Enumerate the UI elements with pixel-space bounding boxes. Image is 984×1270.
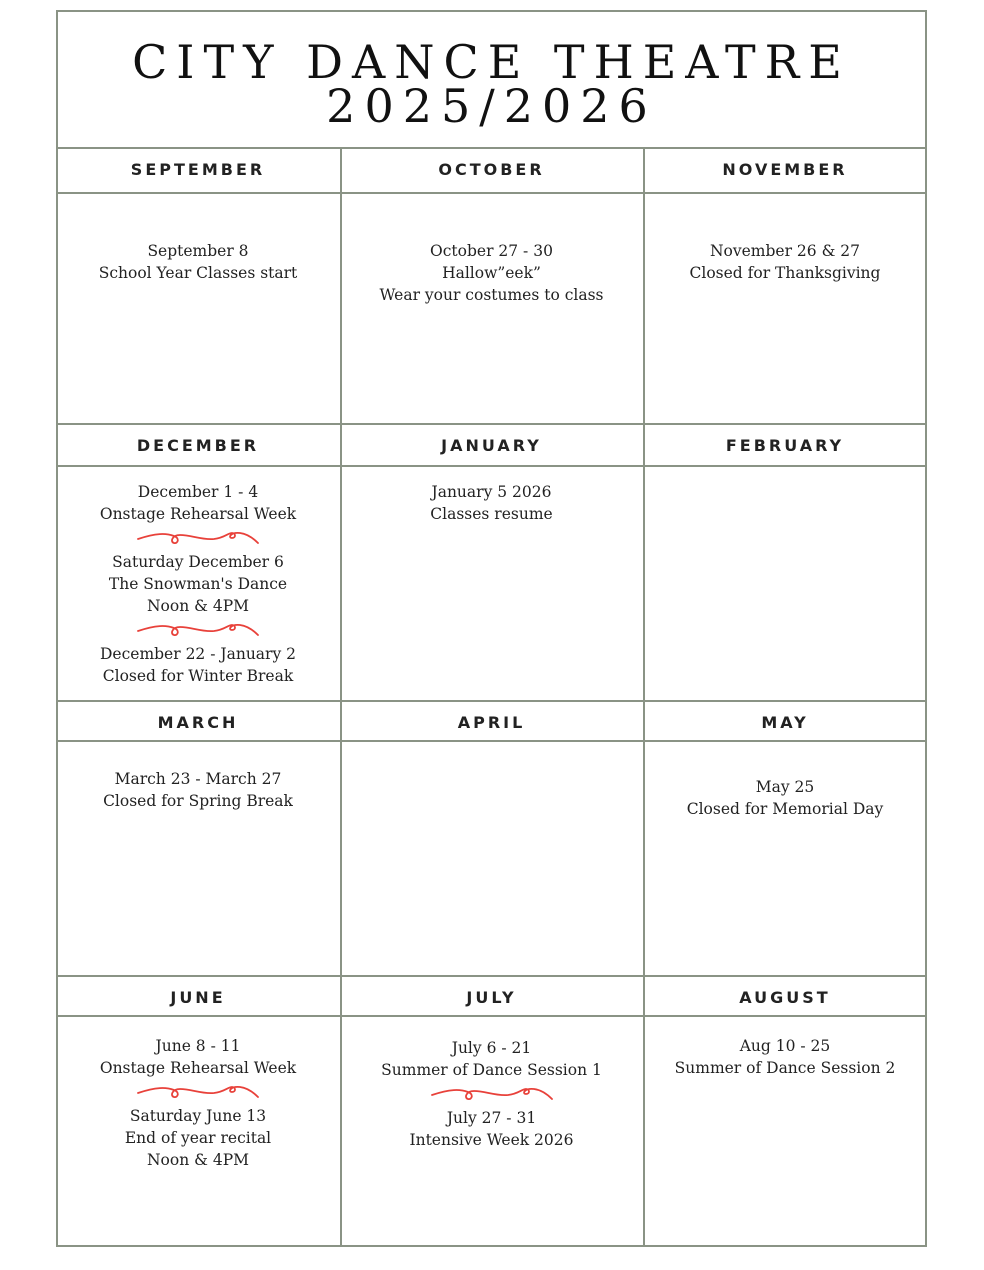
event-line: March 23 - March 27 [114,770,282,788]
month-header-september: SEPTEMBER [130,160,266,179]
row-divider-3 [56,975,927,977]
month-events-december [56,481,340,687]
month-events-march [56,768,340,812]
event-entry [56,481,340,525]
event-entry [56,768,340,812]
event-entry [56,240,340,284]
event-entry [643,776,927,820]
event-line: November 26 & 27 [709,242,861,260]
page-title [56,10,927,147]
row-divider-2 [56,700,927,702]
event-entry [56,551,340,617]
red-swirl-flourish-icon [136,619,260,639]
event-line: Closed for Memorial Day [686,800,884,818]
month-events-may [643,776,927,820]
event-line: The Snowman's Dance [108,575,288,593]
event-line: School Year Classes start [98,264,298,282]
red-swirl-flourish-icon [136,1081,260,1101]
event-line: Aug 10 - 25 [739,1037,831,1055]
event-entry [643,1035,927,1079]
event-entry [340,240,643,306]
month-header-july: JULY [466,988,517,1007]
header-divider-3 [56,1015,927,1017]
header-divider-2 [56,740,927,742]
event-line: Noon & 4PM [146,1151,250,1169]
event-line: January 5 2026 [431,483,552,501]
event-line: Summer of Dance Session 2 [674,1059,896,1077]
event-line: End of year recital [124,1129,272,1147]
month-header-february: FEBRUARY [725,436,845,455]
event-line: December 1 - 4 [137,483,259,501]
event-line: Onstage Rehearsal Week [99,505,297,523]
month-header-august: AUGUST [739,988,831,1007]
event-entry [340,481,643,525]
event-line: Closed for Thanksgiving [689,264,881,282]
event-entry [643,240,927,284]
event-line: Closed for Winter Break [102,667,294,685]
event-line: Closed for Spring Break [103,792,293,810]
month-events-august [643,1035,927,1079]
month-events-november [643,240,927,284]
event-entry [340,1107,643,1151]
event-entry [56,643,340,687]
row-divider-1 [56,423,927,425]
event-line: May 25 [755,778,815,796]
event-line: Hallow”eek” [442,264,541,282]
event-line: Wear your costumes to class [379,286,604,304]
month-header-may: MAY [761,713,809,732]
title-line-2: 2025/2026 [326,79,657,133]
event-line: Saturday December 6 [112,553,284,571]
row-divider-0 [56,147,927,149]
event-line: Noon & 4PM [146,597,250,615]
month-events-january [340,481,643,525]
month-header-december: DECEMBER [136,436,260,455]
event-line: Saturday June 13 [129,1107,267,1125]
header-divider-1 [56,465,927,467]
event-entry [56,1105,340,1171]
event-line: Intensive Week 2026 [409,1131,574,1149]
event-line: July 27 - 31 [446,1109,537,1127]
event-line: July 6 - 21 [451,1039,532,1057]
month-header-march: MARCH [157,713,239,732]
month-header-october: OCTOBER [438,160,545,179]
event-line: December 22 - January 2 [99,645,296,663]
month-events-september [56,240,340,284]
title-line-1: CITY DANCE THEATRE [132,35,851,89]
column-divider-2 [643,147,645,1247]
event-entry [56,1035,340,1079]
event-entry [340,1037,643,1081]
month-header-april: APRIL [457,713,526,732]
event-line: Classes resume [430,505,553,523]
red-swirl-flourish-icon [430,1083,554,1103]
red-swirl-flourish-icon [136,527,260,547]
month-header-january: JANUARY [441,436,542,455]
event-line: June 8 - 11 [155,1037,241,1055]
month-header-november: NOVEMBER [722,160,848,179]
month-header-june: JUNE [170,988,226,1007]
event-line: September 8 [147,242,249,260]
header-divider-0 [56,192,927,194]
month-events-october [340,240,643,306]
month-events-june [56,1035,340,1171]
event-line: Summer of Dance Session 1 [381,1061,602,1079]
month-events-july [340,1037,643,1151]
event-line: October 27 - 30 [430,242,553,260]
event-line: Onstage Rehearsal Week [99,1059,297,1077]
